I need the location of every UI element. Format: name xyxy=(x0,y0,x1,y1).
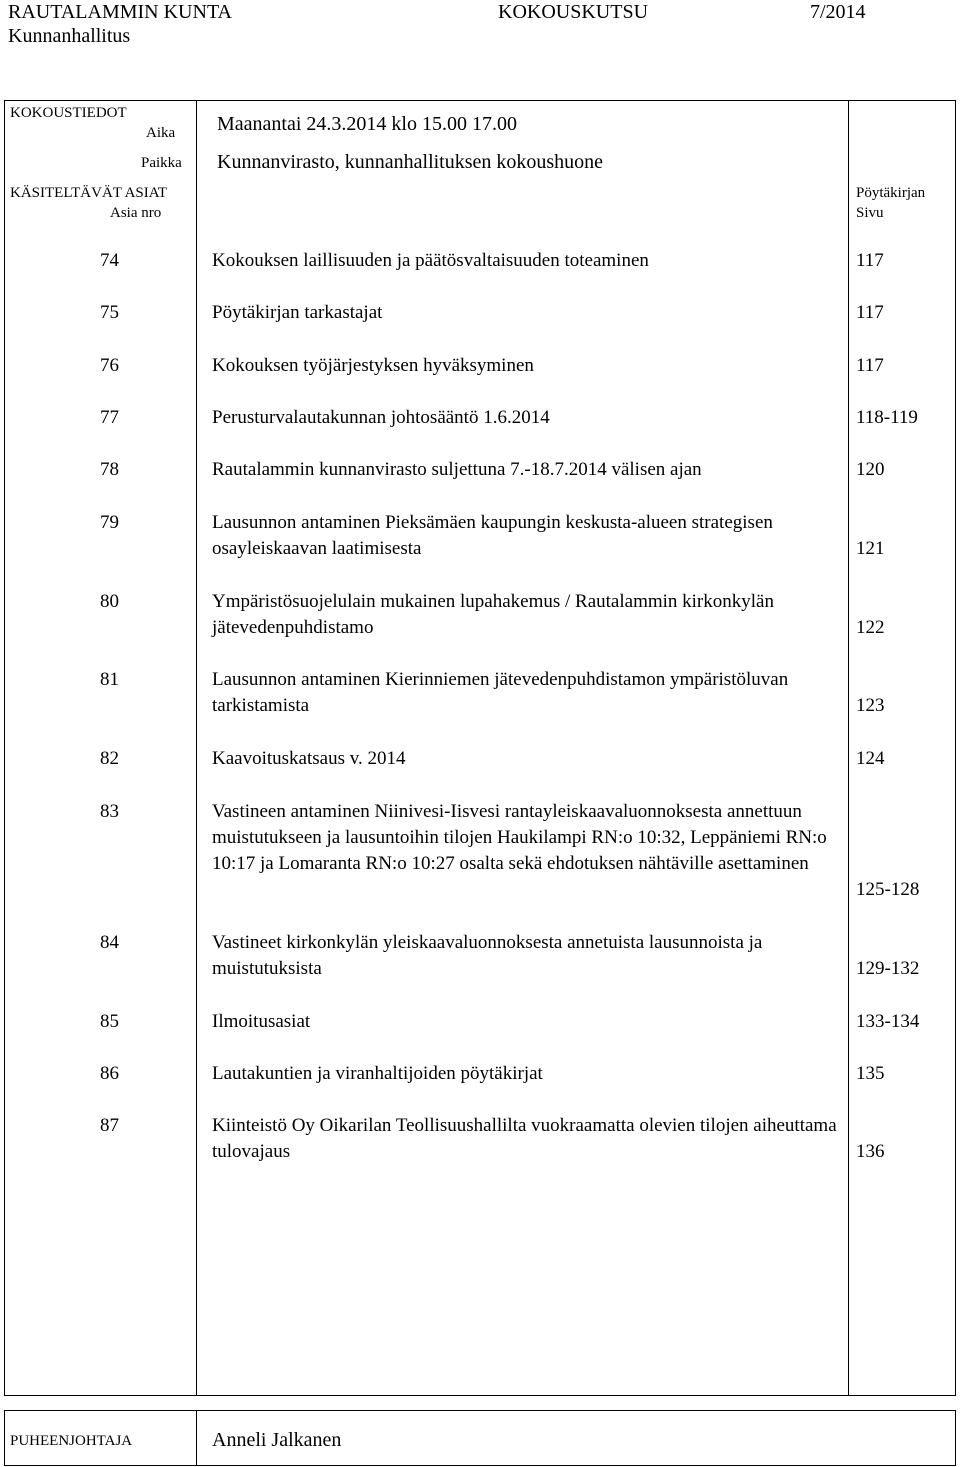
item-title: Kiinteistö Oy Oikarilan Teollisuushallilta vuokraamatta olevien tilojen aiheuttama tulovajaus xyxy=(212,1115,837,1162)
item-page: 129-132 xyxy=(856,958,920,979)
org-name: RAUTALAMMIN KUNTA xyxy=(8,1,233,23)
column-divider-left xyxy=(196,100,197,1396)
item-number: 77 xyxy=(100,407,119,428)
chair-name: Anneli Jalkanen xyxy=(212,1429,342,1451)
item-title: Vastineet kirkonkylän yleiskaavaluonnoksesta annetuista lausunnoista ja muistutuksista xyxy=(212,932,763,979)
chair-label: PUHEENJOHTAJA xyxy=(10,1433,133,1449)
item-title: Ilmoitusasiat xyxy=(212,1011,311,1032)
meeting-info-label: KOKOUSTIEDOT xyxy=(10,105,127,121)
signature-divider xyxy=(196,1410,197,1466)
item-page: 117 xyxy=(856,250,884,271)
item-number: 74 xyxy=(100,250,119,271)
document-type: KOKOUSKUTSU xyxy=(498,1,649,23)
column-divider-right xyxy=(848,100,849,1396)
item-title: Kokouksen laillisuuden ja päätösvaltaisuuden toteaminen xyxy=(212,250,649,271)
document-number: 7/2014 xyxy=(810,1,866,23)
item-title: Vastineen antaminen Niinivesi-Iisvesi rantayleiskaavaluonnoksesta annettuun muistutukseen ja lausuntoihin tilojen Haukilampi RN:o 10:32, Leppäniemi RN:o 10:17 ja Lomaranta RN:o 10:27 osalta sekä ehdotuksen nähtäville asettaminen xyxy=(212,801,827,874)
item-number: 80 xyxy=(100,591,119,612)
item-number: 81 xyxy=(100,669,119,690)
item-page: 123 xyxy=(856,695,885,716)
item-number: 82 xyxy=(100,748,119,769)
item-title: Lautakuntien ja viranhaltijoiden pöytäkirjat xyxy=(212,1063,543,1084)
item-title: Rautalammin kunnanvirasto suljettuna 7.-18.7.2014 välisen ajan xyxy=(212,459,702,480)
item-number: 79 xyxy=(100,512,119,533)
minutes-page-label: Pöytäkirjan xyxy=(856,185,926,201)
item-number-label: Asia nro xyxy=(110,205,162,221)
meeting-time: Maanantai 24.3.2014 klo 15.00 17.00 xyxy=(217,113,517,135)
item-page: 117 xyxy=(856,302,884,323)
signature-box xyxy=(4,1410,956,1466)
governing-body: Kunnanhallitus xyxy=(8,25,131,47)
item-title: Kaavoituskatsaus v. 2014 xyxy=(212,748,406,769)
place-label: Paikka xyxy=(141,155,182,171)
item-page: 118-119 xyxy=(856,407,918,428)
item-title: Perusturvalautakunnan johtosääntö 1.6.2014 xyxy=(212,407,550,428)
item-number: 83 xyxy=(100,801,119,822)
agenda-items-label: KÄSITELTÄVÄT ASIAT xyxy=(10,185,168,201)
item-number: 85 xyxy=(100,1011,119,1032)
item-page: 120 xyxy=(856,459,885,480)
meeting-place: Kunnanvirasto, kunnanhallituksen kokoushuone xyxy=(217,151,604,173)
item-title: Lausunnon antaminen Pieksämäen kaupungin keskusta-alueen strategisen osayleiskaavan laatimisesta xyxy=(212,512,773,559)
item-number: 87 xyxy=(100,1115,119,1136)
item-page: 125-128 xyxy=(856,879,920,900)
item-number: 86 xyxy=(100,1063,119,1084)
item-page: 122 xyxy=(856,617,885,638)
item-title: Ympäristösuojelulain mukainen lupahakemus / Rautalammin kirkonkylän jätevedenpuhdistamo xyxy=(212,591,774,638)
item-page: 133-134 xyxy=(856,1011,920,1032)
item-number: 76 xyxy=(100,355,119,376)
minutes-page-sublabel: Sivu xyxy=(856,205,884,221)
item-page: 124 xyxy=(856,748,885,769)
item-page: 136 xyxy=(856,1141,885,1162)
item-page: 117 xyxy=(856,355,884,376)
item-title: Pöytäkirjan tarkastajat xyxy=(212,302,383,323)
item-number: 78 xyxy=(100,459,119,480)
item-title: Kokouksen työjärjestyksen hyväksyminen xyxy=(212,355,534,376)
item-number: 75 xyxy=(100,302,119,323)
item-page: 121 xyxy=(856,538,885,559)
item-number: 84 xyxy=(100,932,119,953)
item-page: 135 xyxy=(856,1063,885,1084)
time-label: Aika xyxy=(146,125,176,141)
item-title: Lausunnon antaminen Kierinniemen jätevedenpuhdistamon ympäristöluvan tarkistamista xyxy=(212,669,789,716)
